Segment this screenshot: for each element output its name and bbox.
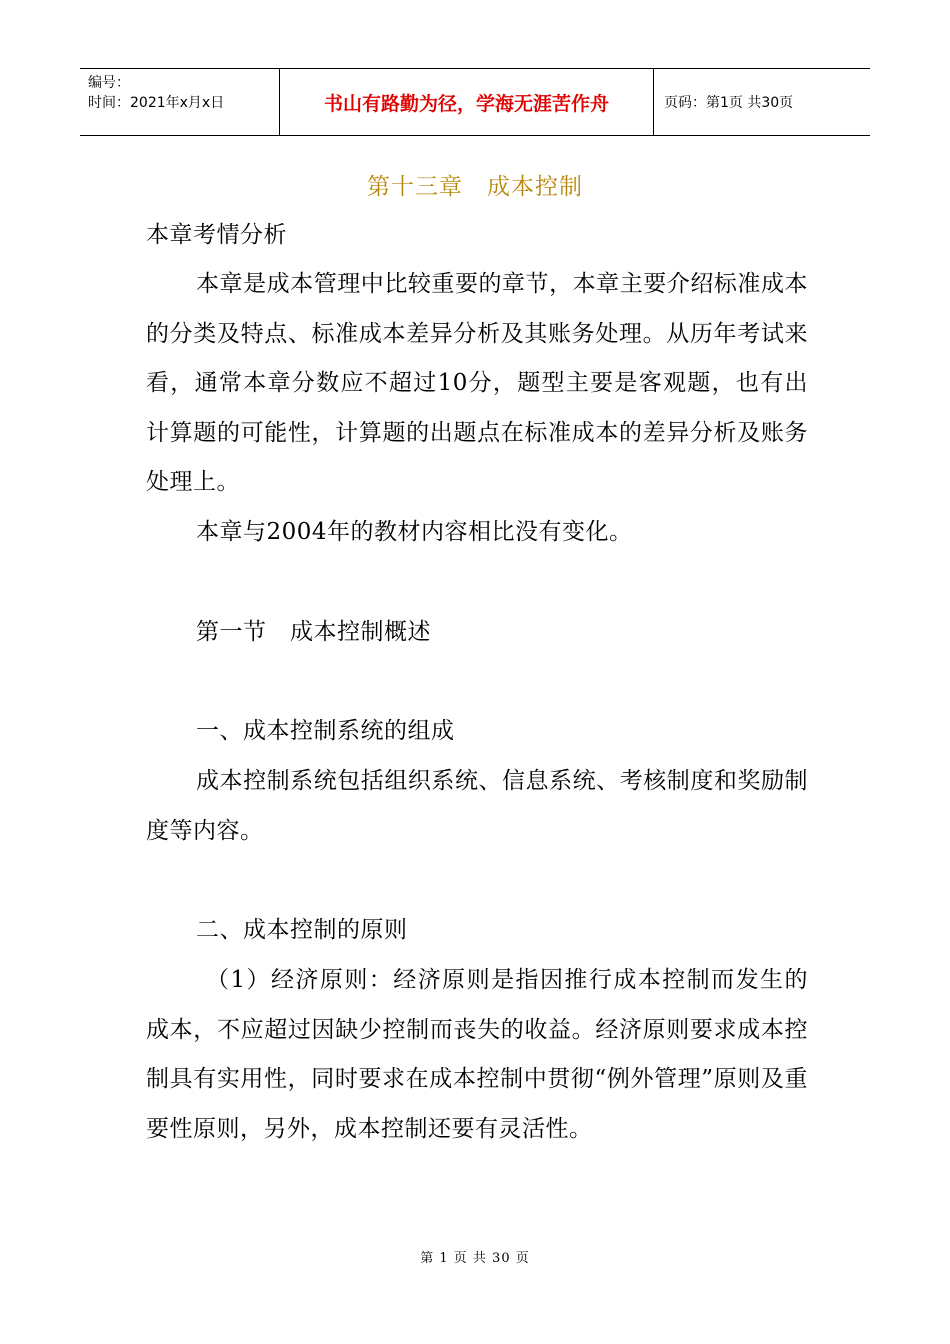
date-label: 时间：2021年x月x日 bbox=[88, 95, 225, 111]
page-footer: 第 1 页 共 30 页 bbox=[420, 1251, 530, 1266]
motto: 书山有路勤为径，学海无涯苦作舟 bbox=[280, 69, 654, 135]
header-left-cell bbox=[80, 69, 280, 135]
subsection-text-1: 成本控制系统包括组织系统、信息系统、考核制度和奖励制度等内容。 bbox=[146, 768, 808, 844]
page-info: 页码：第1页 共30页 bbox=[664, 95, 794, 111]
chapter-title: 第十三章 成本控制 bbox=[367, 174, 583, 200]
number-label: 编号： bbox=[88, 75, 130, 91]
section-title: 第一节 成本控制概述 bbox=[196, 619, 431, 645]
subsection-title-1: 一、成本控制系统的组成 bbox=[196, 718, 455, 744]
intro-paragraph-2: 本章与2004年的教材内容相比没有变化。 bbox=[196, 519, 633, 545]
header-table bbox=[80, 68, 870, 136]
subsection-title-2: 二、成本控制的原则 bbox=[196, 917, 408, 943]
subsection-text-2: （1）经济原则：经济原则是指因推行成本控制而发生的成本，不应超过因缺少控制而丧失的收益。经济原则要求成本控制具有实用性，同时要求在成本控制中贯彻“例外管理”原则及重要性原则，另外，成本控制还要有灵活性。 bbox=[146, 967, 808, 1142]
analysis-heading: 本章考情分析 bbox=[146, 222, 287, 248]
intro-paragraph: 本章是成本管理中比较重要的章节，本章主要介绍标准成本的分类及特点、标准成本差异分析及其账务处理。从历年考试来看，通常本章分数应不超过10分，题型主要是客观题，也有出计算题的可能性，计算题的出题点在标准成本的差异分析及账务处理上。 bbox=[146, 271, 808, 495]
